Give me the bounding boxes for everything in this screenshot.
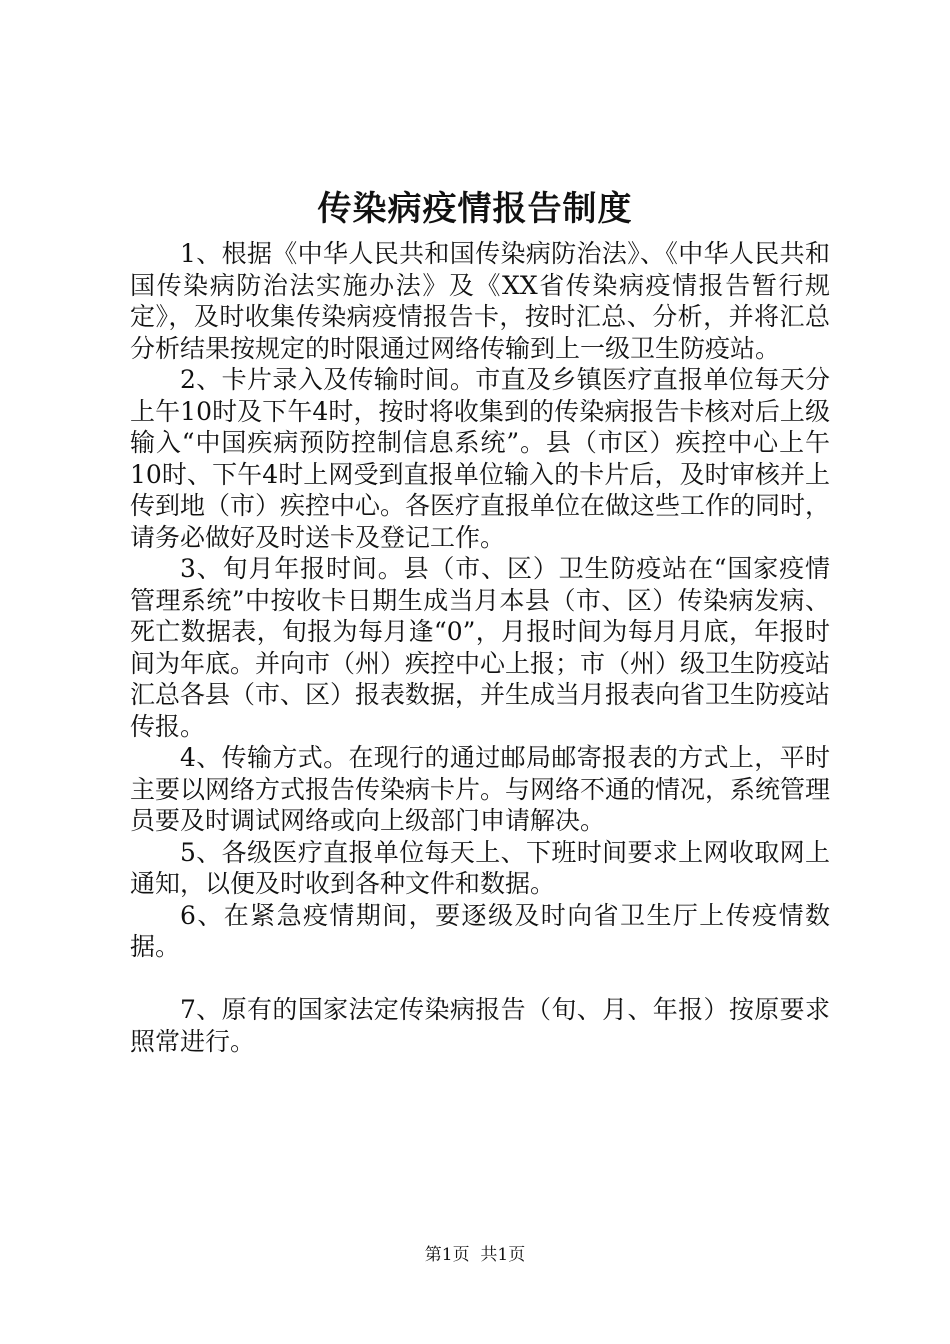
page-footer bbox=[0, 1243, 950, 1267]
paragraph-2: 2、卡片录入及传输时间。市直及乡镇医疗直报单位每天分上午10时及下午4时，按时将收集到的传染病报告卡核对后上级输入“中国疾病预防控制信息系统”。县（市区）疾控中心上午10时、下午4时上网受到直报单位输入的卡片后，及时审核并上传到地（市）疾控中心。各医疗直报单位在做这些工作的同时，请务必做好及时送卡及登记工作。 bbox=[130, 365, 831, 552]
page-number: 第1页 bbox=[424, 1245, 470, 1265]
document-body bbox=[130, 238, 830, 1057]
paragraph-3: 3、旬月年报时间。县（市、区）卫生防疫站在“国家疫情管理系统”中按收卡日期生成当月本县（市、区）传染病发病、死亡数据表，旬报为每月逢“0”，月报时间为每月月底，年报时间为年底。并向市（州）疾控中心上报；市（州）级卫生防疫站汇总各县（市、区）报表数据，并生成当月报表向省卫生防疫站传报。 bbox=[130, 554, 831, 741]
paragraph-4: 4、传输方式。在现行的通过邮局邮寄报表的方式上，平时主要以网络方式报告传染病卡片。与网络不通的情况，系统管理员要及时调试网络或向上级部门申请解决。 bbox=[130, 743, 831, 835]
document-title: 传染病疫情报告制度 bbox=[317, 189, 633, 229]
paragraph-7: 7、原有的国家法定传染病报告（旬、月、年报）按原要求照常进行。 bbox=[130, 995, 830, 1056]
page-total: 共1页 bbox=[480, 1245, 526, 1265]
paragraph-5: 5、各级医疗直报单位每天上、下班时间要求上网收取网上通知，以便及时收到各种文件和数据。 bbox=[130, 837, 830, 898]
paragraph-6: 6、在紧急疫情期间，要逐级及时向省卫生厅上传疫情数据。 bbox=[130, 900, 830, 961]
paragraph-1: 1、根据《中华人民共和国传染病防治法》、《中华人民共和国传染病防治法实施办法》及《XX省传染病疫情报告暂行规定》，及时收集传染病疫情报告卡，按时汇总、分析，并将汇总分析结果按规定的时限通过网络传输到上一级卫生防疫站。 bbox=[130, 239, 830, 363]
